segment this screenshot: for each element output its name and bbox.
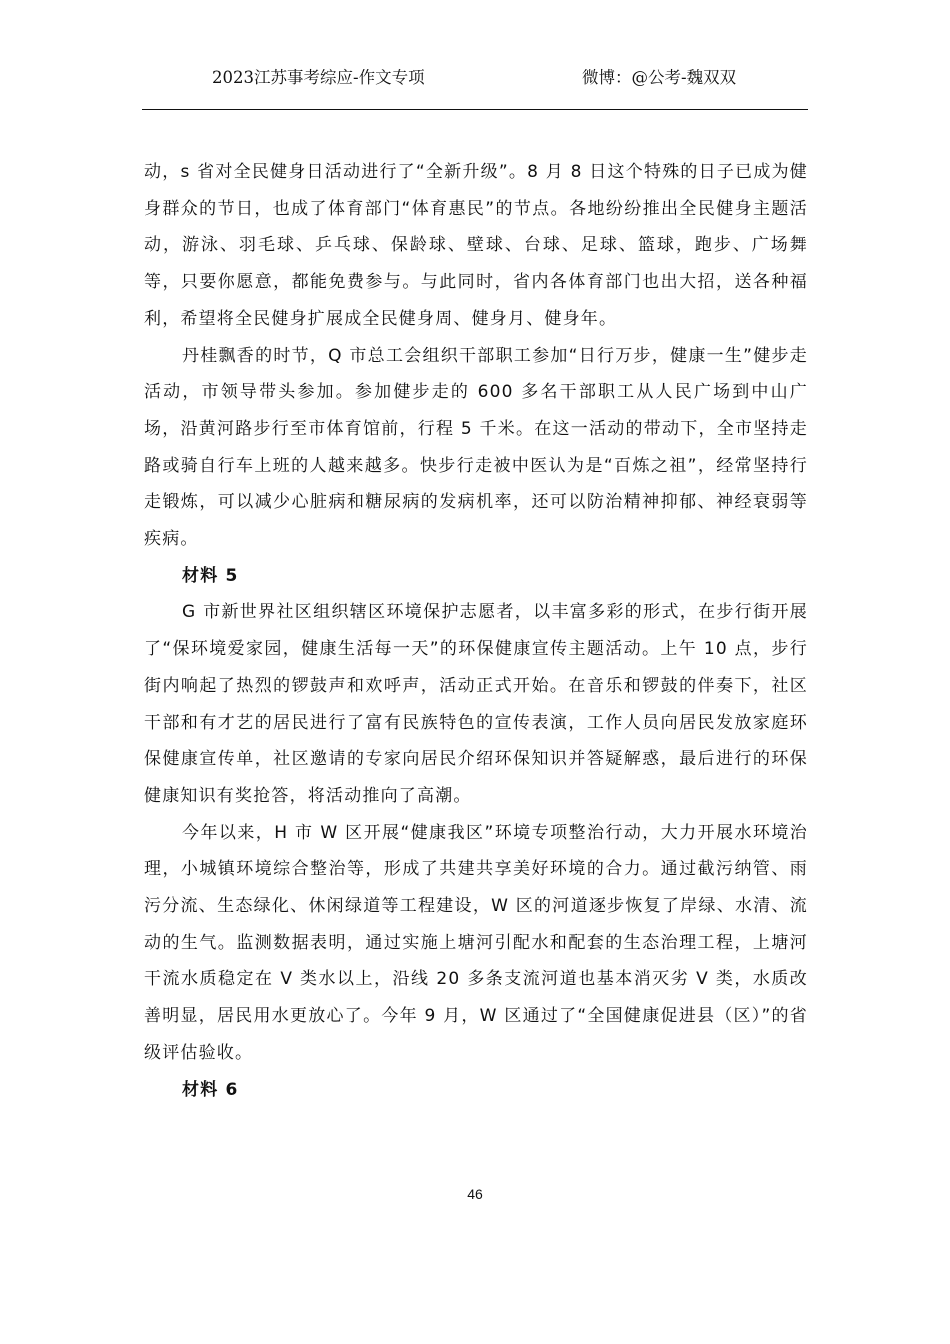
page-number: 46: [467, 1186, 483, 1202]
material-6-heading: 材料 6: [182, 1079, 239, 1100]
header-title: 2023江苏事考综应-作文专项: [212, 68, 425, 87]
header-weibo-handle: 微博：@公考-魏双双: [582, 68, 737, 87]
paragraph-river-governance: 今年以来，H 市 W 区开展“健康我区”环境专项整治行动，大力开展水环境治理，小城镇环境综合整治等，形成了共建共享美好环境的合力。通过截污纳管、雨污分流、生态绿化、休闲绿道等工程建设，W 区的河道逐步恢复了岸绿、水清、流动的生气。监测数据表明，通过实施上塘河引配水和配套的生态治理工程，上塘河干流水质稳定在 V 类水以上，沿线 20 多条支流河道也基本消灭劣 V 类，水质改善明显，居民用水更放心了。今年 9 月，W 区通过了“全国健康促进县（区）”的省级评估验收。: [144, 822, 808, 1063]
page-header: [142, 66, 808, 90]
paragraph-walking-activity: 丹桂飘香的时节，Q 市总工会组织干部职工参加“日行万步，健康一生”健步走活动，市领导带头参加。参加健步走的 600 多名干部职工从人民广场到中山广场，沿黄河路步行至市体育馆前，行程 5 千米。在这一活动的带动下，全市坚持走路或骑自行车上班的人越来越多。快步行走被中医认为是“百炼之祖”，经常坚持行走锻炼，可以减少心脏病和糖尿病的发病机率，还可以防治精神抑郁、神经衰弱等疾病。: [144, 345, 808, 550]
document-body: [144, 154, 808, 1108]
paragraph-continued: 动，s 省对全民健身日活动进行了“全新升级”。8 月 8 日这个特殊的日子已成为健身群众的节日，也成了体育部门“体育惠民”的节点。各地纷纷推出全民健身主题活动，游泳、羽毛球、乒乓球、保龄球、壁球、台球、足球、篮球，跑步、广场舞等，只要你愿意，都能免费参与。与此同时，省内各体育部门也出大招，送各种福利，希望将全民健身扩展成全民健身周、健身月、健身年。: [144, 162, 808, 329]
paragraph-community-event: G 市新世界社区组织辖区环境保护志愿者，以丰富多彩的形式，在步行街开展了“保环境爱家园，健康生活每一天”的环保健康宣传主题活动。上午 10 点，步行街内响起了热烈的锣鼓声和欢呼声，活动正式开始。在音乐和锣鼓的伴奏下，社区干部和有才艺的居民进行了富有民族特色的宣传表演，工作人员向居民发放家庭环保健康宣传单，社区邀请的专家向居民介绍环保知识并答疑解惑，最后进行的环保健康知识有奖抢答，将活动推向了高潮。: [144, 602, 808, 806]
material-5-heading: 材料 5: [182, 565, 239, 586]
header-divider: [142, 109, 808, 110]
